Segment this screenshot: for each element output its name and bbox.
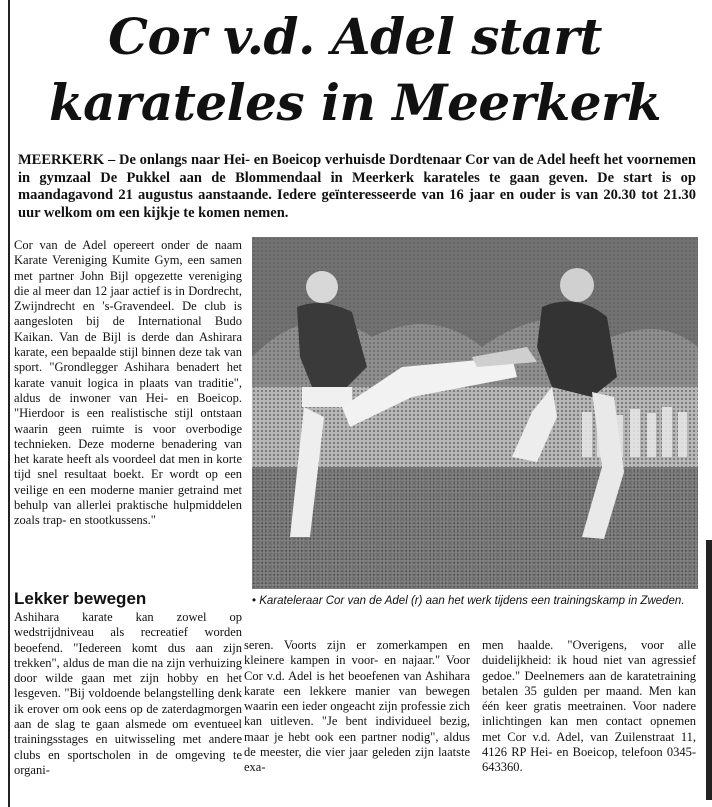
caption-bullet: • [252,595,257,607]
adjacent-column-edge [706,540,712,800]
article-column-1: Cor van de Adel opereert onder de naam Karate Vereniging Kumite Gym, een samen met partner John Bijl opgezette vereniging die al meer dan 12 jaar actief is in Dordrecht, Zwijndrecht en 's-Gravendeel. De club is aangesloten bij de International Budo Kaikan. Van de Bijl is derde dan Ashirara karate, een bepaalde stijl binnen deze tak van sport. "Grondlegger Ashihara benadert het karate vanuit logica in plaats van traditie", aldus de inwoner van Hei- en Boeicop. "Hierdoor is een realistische stijl ontstaan waarin geen ruimte is voor overbodige technieken. Deze moderne benadering van het karate heeft als voordeel dat men in korte tijd snel resultaat boekt. Er wordt op een veilige en een moderne manier getraind met behulp van allerlei praktische hulpmiddelen zoals trap- en stootkussens." [14,238,242,528]
photo-caption [252,594,698,609]
article-column-3: men haalde. "Overigens, voor alle duidelijkheid: ik houd niet van agressief gedoe." Deelnemers aan de karatetraining betalen 35 gulden per maand. Men kan één keer gratis meetrainen. Voor nadere inlichtingen kan men contact opnemen met Cor v.d. Adel, van Zuilenstraat 11, 4126 RP Hei- en Boeicop, telefoon 0345-643360. [482,638,696,775]
headline-line-2: karateles in Meerkerk [48,73,662,132]
subheading: Lekker bewegen [14,589,147,608]
article-column-2: seren. Voorts zijn er zomerkampen en kleinere kampen in voor- en najaar." Voor Cor v.d. Adel is het beoefenen van Ashihara karate een lekkere manier van bewegen waarin een ieder ongeacht zijn professie zich kan uitleven. "Je bent individueel bezig, maar je hebt ook een partner nodig", aldus de meester, die vier jaar geleden zijn laatste exa- [244,638,470,775]
lead-paragraph: MEERKERK – De onlangs naar Hei- en Boeicop verhuisde Dordtenaar Cor van de Adel heeft het voornemen in gymzaal De Pukkel aan de Blommendaal in Meerkerk karateles te gaan geven. De start is op maandagavond 21 augustus aanstaande. Iedere geïnteresseerde van 16 jaar en ouder is van 20.30 tot 21.30 uur welkom om een kijkje te komen nemen. [18,152,696,221]
karate-photo [252,237,698,589]
headline-line-1: Cor v.d. Adel start [108,7,602,66]
caption-text: Karateleraar Cor van de Adel (r) aan het werk tijdens een trainingskamp in Zweden. [259,595,685,607]
article-column-1b: Ashihara karate kan zowel op wedstrijdniveau als recreatief worden beoefend. "Iedereen komt dus aan zijn trekken", aldus de man die na zijn verhuizing door wilde gaan met zijn hobby en het lesgeven. "Bij voldoende belangstelling denk ik erover om ook eens op de zaterdagmorgen aan de slag te gaan alsmede om eventueel trainingsstages en uitwisseling met andere clubs en sportscholen in de omgeving te organi- [14,610,242,777]
